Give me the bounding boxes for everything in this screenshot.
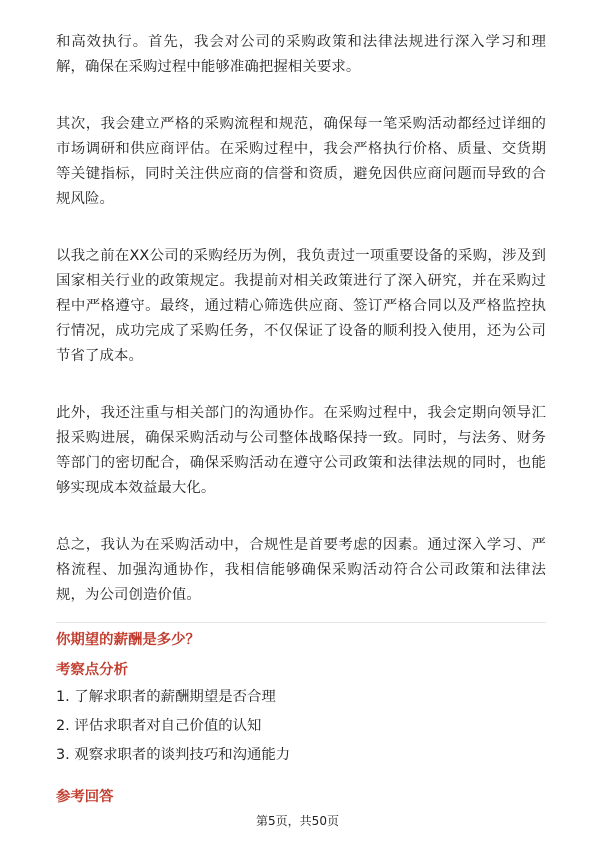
paragraph-5: 总之，我认为在采购活动中，合规性是首要考虑的因素。通过深入学习、严格流程、加强沟通协作，我相信能够确保采购活动符合公司政策和法律法规，为公司创造价值。 bbox=[56, 537, 546, 603]
list-item: 3. 观察求职者的谈判技巧和沟通能力 bbox=[56, 747, 291, 763]
analysis-list bbox=[56, 685, 546, 768]
list-item: 2. 评估求职者对自己价值的认知 bbox=[56, 718, 262, 734]
page-number: 第5页，共50页 bbox=[256, 814, 339, 828]
interview-question: 你期望的薪酬是多少？ bbox=[56, 632, 200, 648]
reference-heading: 参考回答 bbox=[56, 789, 114, 805]
list-item: 1. 了解求职者的薪酬期望是否合理 bbox=[56, 689, 276, 705]
paragraph-2: 其次，我会建立严格的采购流程和规范，确保每一笔采购活动都经过详细的市场调研和供应商评估。在采购过程中，我会严格执行价格、质量、交货期等关键指标，同时关注供应商的信誉和资质，避免因供应商问题而导致的合规风险。 bbox=[56, 116, 546, 207]
paragraph-1: 和高效执行。首先，我会对公司的采购政策和法律法规进行深入学习和理解，确保在采购过程中能够准确把握相关要求。 bbox=[56, 34, 546, 75]
paragraph-4: 此外，我还注重与相关部门的沟通协作。在采购过程中，我会定期向领导汇报采购进展，确保采购活动与公司整体战略保持一致。同时，与法务、财务等部门的密切配合，确保采购活动在遵守公司政策和法律法规的同时，也能够实现成本效益最大化。 bbox=[56, 405, 546, 496]
section-divider bbox=[56, 622, 546, 623]
analysis-heading: 考察点分析 bbox=[56, 662, 128, 678]
document-body bbox=[56, 30, 546, 812]
paragraph-3: 以我之前在XX公司的采购经历为例，我负责过一项重要设备的采购，涉及到国家相关行业的政策规定。我提前对相关政策进行了深入研究，并在采购过程中严格遵守。最终，通过精心筛选供应商、签订严格合同以及严格监控执行情况，成功完成了采购任务，不仅保证了设备的顺利投入使用，还为公司节省了成本。 bbox=[56, 248, 546, 364]
